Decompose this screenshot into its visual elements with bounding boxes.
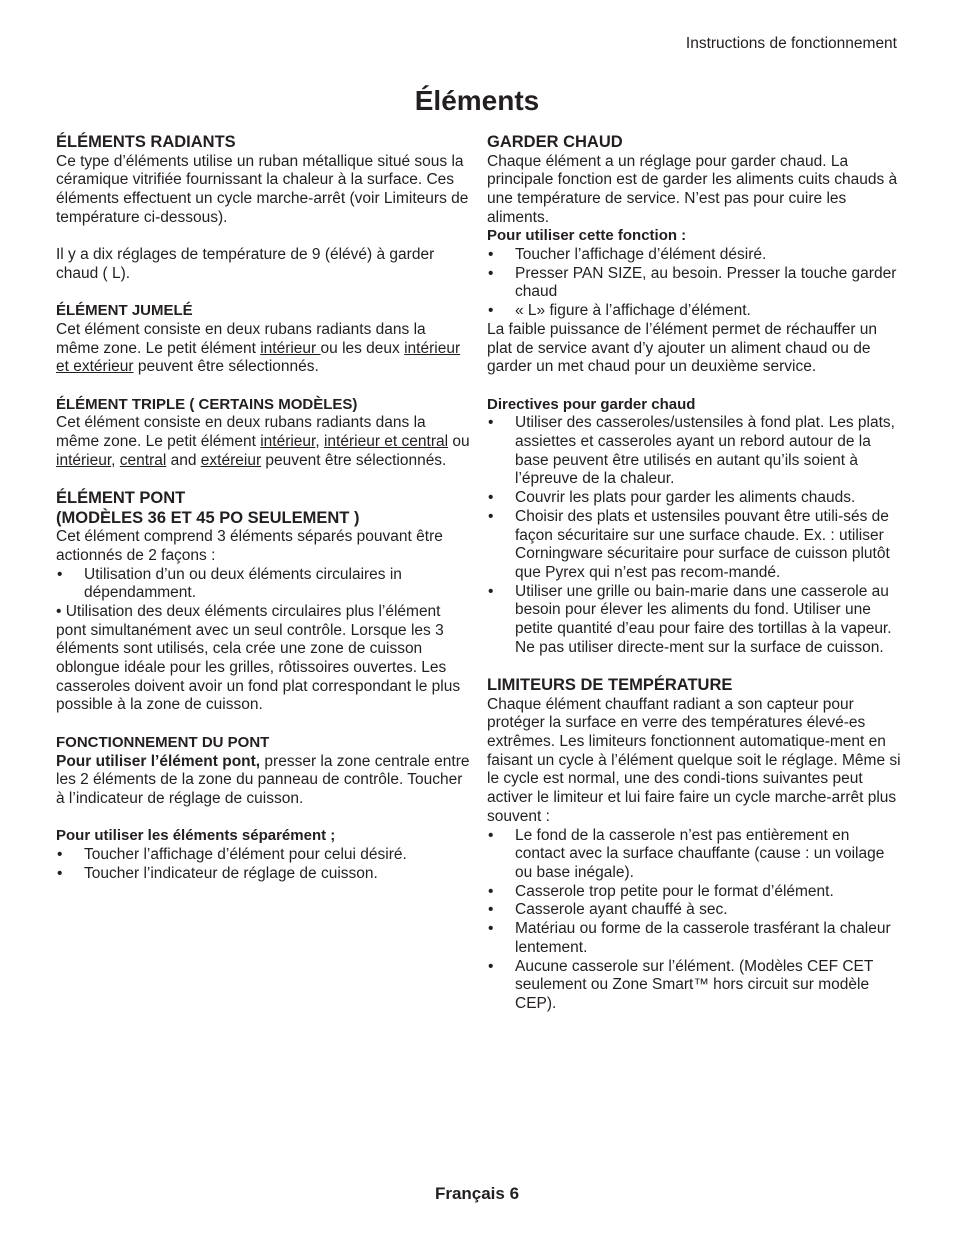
section-element-pont [56, 489, 472, 715]
list-item: • Choisir des plats et ustensiles pouvant être utili-sés de façon sécuritaire sur une surface chaude. Ex. : utiliser Corningware sécuritaire pour surface de cuisson plutôt que Pyrex qui n’est pas recom-mandé. [487, 508, 903, 583]
text-run: peuvent être sélectionnés. [133, 358, 319, 376]
paragraph [56, 753, 472, 809]
paragraph [56, 414, 472, 470]
bold-lead: Pour utiliser l’élément pont, [56, 752, 261, 770]
list-item: • Utiliser une grille ou bain-marie dans une casserole au besoin pour élever les aliments du fond. Utiliser une petite quantité d’eau pour faire des tortillas à la vapeur. Ne pas utiliser directe-ment sur la surface de cuisson. [487, 583, 903, 658]
section-heading: FONCTIONNEMENT DU PONT [56, 733, 270, 751]
section-heading: ÉLÉMENT JUMELÉ [56, 302, 193, 320]
paragraph: Cet élément comprend 3 éléments séparés pouvant être actionnés de 2 façons : [56, 528, 443, 564]
underlined-term: intérieur [260, 433, 316, 450]
section-heading: Directives pour garder chaud [487, 395, 696, 413]
underlined-term: intérieur [56, 451, 112, 469]
section-heading: GARDER CHAUD [487, 133, 623, 151]
section-heading: LIMITEURS DE TEMPÉRATURE [487, 676, 733, 695]
list-item: • « L» figure à l’affichage d’élément. [487, 302, 903, 321]
bullet-list [56, 846, 472, 883]
right-column [487, 133, 903, 1014]
section-subheading: (MODÈLES 36 ET 45 PO SEULEMENT ) [56, 508, 360, 527]
subheading: Pour utiliser cette fonction : [487, 227, 687, 245]
list-item: • Matériau ou forme de la casserole trasférant la chaleur lentement. [487, 920, 903, 957]
text-run: ou [448, 433, 470, 450]
underlined-term: central [119, 451, 167, 469]
text-run: , [111, 451, 120, 469]
section-directives [487, 396, 903, 658]
section-element-jumele [56, 302, 472, 377]
text-run: , [315, 433, 324, 450]
section-limiteurs [487, 676, 903, 1013]
text-run: Cet élément consiste en deux rubans radiants dans la même zone. Le petit élément [56, 320, 426, 357]
section-fonctionnement-pont [56, 734, 472, 809]
list-item: • Aucune casserole sur l’élément. (Modèles CEF CET seulement ou Zone Smart™ hors circuit sur modèle CEP). [487, 958, 903, 1014]
section-garder-chaud [487, 133, 903, 377]
paragraph: Il y a dix réglages de température de 9 (élévé) à garder chaud ( L). [56, 246, 435, 282]
text-run: Cet élément consiste en deux rubans radiants dans la même zone. Le petit élément [56, 414, 426, 450]
bullet-list [487, 827, 903, 1014]
list-item: • Couvrir les plats pour garder les aliments chauds. [487, 489, 903, 508]
text-run: presser la zone centrale entre les 2 éléments de la zone du panneau de contrôle. Toucher à l’indicateur de réglage de cuisson. [56, 752, 470, 807]
section-heading: ÉLÉMENT TRIPLE ( CERTAINS MODÈLES) [56, 395, 358, 413]
underlined-term: intérieur et central [323, 433, 449, 450]
page-title: Éléments [414, 85, 540, 116]
bullet-list [56, 566, 472, 603]
list-item: • Toucher l’affichage d’élément pour celui désiré. [56, 846, 472, 865]
list-item: • Toucher l’affichage d’élément désiré. [487, 246, 903, 265]
underlined-term: intérieur [260, 339, 321, 357]
paragraph: Chaque élément a un réglage pour garder chaud. La principale fonction est de garder les aliments cuits chauds à une température de service. N’est pas pour cuire les aliments. [487, 152, 898, 226]
paragraph: Chaque élément chauffant radiant a son capteur pour protéger la surface en verre des températures élevé-es extrêmes. Les limiteurs fonctionnent automatique-ment en faisant un cycle à l’élément quelque soit le réglage. Même si le cycle est normal, une des condi-tions suivantes peut activer le limiteur et lui faire faire un cycle marche-arrêt plus souvent : [487, 695, 901, 825]
text-run: and [166, 451, 201, 469]
paragraph: Ce type d’éléments utilise un ruban métallique situé sous la céramique vitrifiée fournissant la chaleur à la surface. Ces éléments effectuent un cycle marche-arrêt (voir Limiteurs de température ci-dessous). [56, 152, 469, 226]
section-heading: ÉLÉMENT PONT [56, 489, 186, 508]
list-item: • Utilisation d’un ou deux éléments circulaires in dépendamment. [56, 566, 472, 603]
list-item: • Toucher l’indicateur de réglage de cuisson. [56, 865, 472, 884]
page-footer: Français 6 [434, 1184, 520, 1203]
underlined-term: extéreiur [200, 451, 262, 469]
underlined-term: intérieur et extérieur [56, 339, 461, 376]
section-separement [56, 827, 472, 883]
bullet-list [487, 414, 903, 657]
list-item: • Casserole ayant chauffé à sec. [487, 901, 903, 920]
list-item: • Le fond de la casserole n’est pas entièrement en contact avec la surface chauffante (cause : un voilage ou base inégale). [487, 827, 903, 883]
paragraph [56, 321, 472, 377]
text-run: ou les deux [320, 339, 405, 357]
bullet-list [487, 246, 903, 321]
section-heading: Pour utiliser les éléments séparément ; [56, 827, 336, 845]
section-elements-radiants [56, 133, 472, 283]
list-item: • Utiliser des casseroles/ustensiles à fond plat. Les plats, assiettes et casseroles ayant un rebord autour de la base peuvent être utilisés en autant qu’ils soient à l’épreuve de la chaleur. [487, 414, 903, 489]
paragraph: • Utilisation des deux éléments circulaires plus l’élément pont simultanément avec un seul contrôle. Lorsque les 3 éléments sont utilisés, cela crée une zone de cuisson oblongue idéale pour les grilles, rôtissoires ouvertes. Les casseroles doivent avoir un fond plat correspondant le plus possible à la zone de cuisson. [56, 602, 461, 714]
section-heading: ÉLÉMENTS RADIANTS [56, 133, 236, 151]
list-item: • Casserole trop petite pour le format d’élément. [487, 883, 903, 902]
left-column [56, 133, 472, 883]
text-run: peuvent être sélectionnés. [261, 451, 447, 469]
section-element-triple [56, 396, 472, 471]
list-item: • Presser PAN SIZE, au besoin. Presser la touche garder chaud [487, 265, 903, 302]
running-header: Instructions de fonctionnement [685, 35, 897, 52]
paragraph: La faible puissance de l’élément permet de réchauffer un plat de service avant d’y ajouter un aliment chaud ou de garder un met chaud pour un deuxième service. [487, 320, 878, 376]
